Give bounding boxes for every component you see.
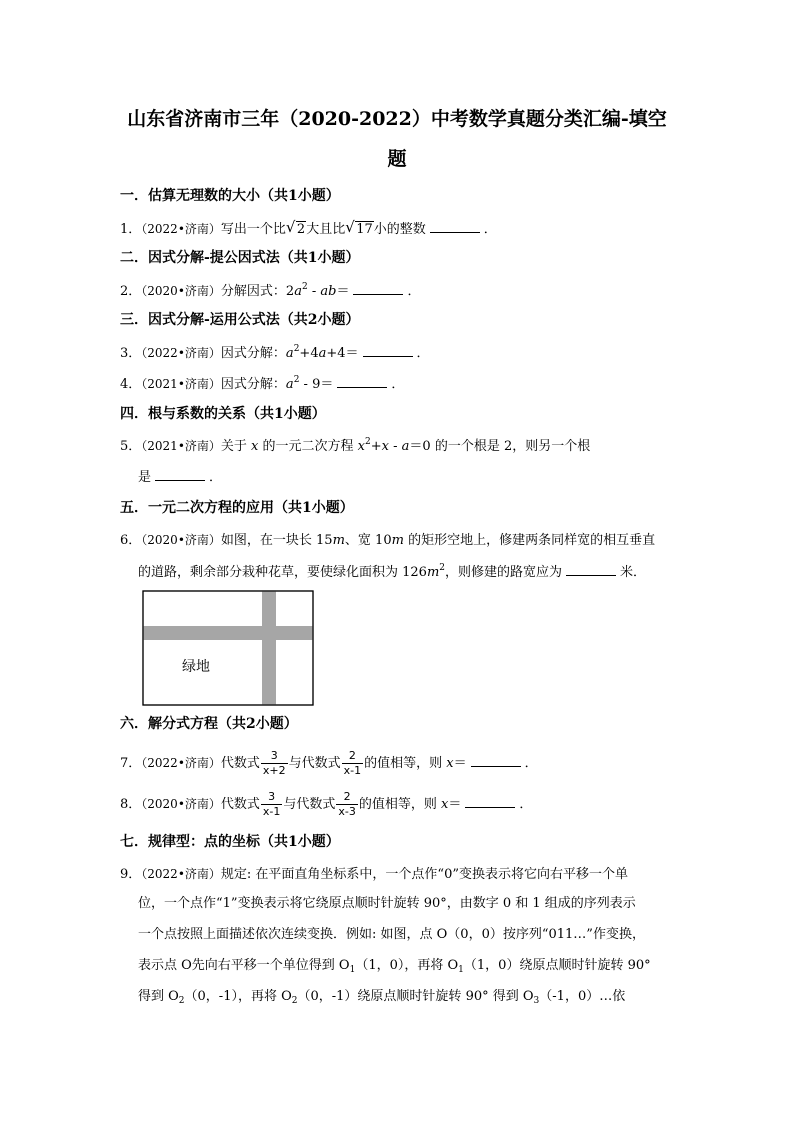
answer-blank	[353, 280, 403, 295]
fraction: $\frac{3}{x-1}$	[262, 790, 281, 818]
question-2: 2．（2020•济南）分解因式：$2a^2 - ab=$ ．	[120, 282, 421, 299]
section-heading-1: 一．估算无理数的大小（共1小题）	[120, 188, 340, 204]
question-3: 3．（2022•济南）因式分解：$a^2+4a+4=$ ．	[120, 344, 430, 361]
vertical-road	[262, 591, 276, 705]
document-title-line1: 山东省济南市三年（2020-2022）中考数学真题分类汇编-填空	[127, 108, 667, 130]
road-diagram-svg	[142, 590, 314, 706]
fraction: $\frac{2}{x-3}$	[338, 790, 356, 818]
question-9: 9．（2022•济南）规定: 在平面直角坐标系中，一个点作“0”变换表示将它向右平移一个单	[120, 867, 628, 882]
section-heading-4: 四．根与系数的关系（共1小题）	[120, 406, 326, 422]
answer-blank	[430, 218, 480, 233]
section-heading-3: 三．因式分解-运用公式法（共2小题）	[120, 312, 360, 328]
section-heading-7: 七．规律型：点的坐标（共1小题）	[120, 834, 340, 850]
answer-blank	[363, 342, 413, 357]
document-title-line2: 题	[387, 148, 407, 170]
question-9-line2: 位，一个点作“1”变换表示将它绕原点顺时针旋转 90°，由数字 0 和 1 组成的序列表示	[138, 896, 636, 911]
question-9-line3: 一个点按照上面描述依次连续变换．例如: 如图，点 O（0，0）按序列“011…”作变换，	[138, 927, 645, 942]
section-heading-6: 六．解分式方程（共2小题）	[120, 716, 298, 732]
question-6: 6．（2020•济南）如图，在一块长 15m、宽 10m 的矩形空地上，修建两条同样宽的相互垂直	[120, 533, 656, 548]
question-1: 1．（2022•济南）写出一个比 √ 2大且比 √ 17小的整数 ．	[120, 218, 497, 240]
section-heading-5: 五．一元二次方程的应用（共1小题）	[120, 500, 354, 516]
question-9-line5: 得到 $O_2(0$，-1），再将 $O_2(0$，-1）绕原点顺时针旋转 90° 得到 $O_3(-1$，0）…依	[138, 989, 626, 1006]
green-area-label: 绿地	[182, 659, 210, 675]
answer-blank	[471, 752, 521, 767]
sqrt-symbol: √ 2	[285, 218, 306, 237]
question-5-line2: 是 ．	[138, 466, 222, 488]
answer-blank	[566, 561, 616, 576]
question-8: 8．（2020•济南）代数式 $\frac{3}{x-1}$ 与代数式 $\frac{2}{x-3}$ 的值相等，则 x＝ ．	[120, 790, 533, 818]
question-7: 7．（2022•济南）代数式 $\frac{3}{x+2}$ 与代数式 $\frac{2}{x-1}$ 的值相等，则 x＝ ．	[120, 749, 538, 777]
sqrt-symbol: √ 17	[345, 218, 373, 237]
answer-blank	[465, 793, 515, 808]
section-heading-2: 二．因式分解-提公因式法（共1小题）	[120, 250, 360, 266]
question-4: 4．（2021•济南）因式分解：$a^2 - 9=$ ．	[120, 375, 405, 392]
question-9-line4: 表示点 O先向右平移一个单位得到 $O_1(1$，0），再将 $O_1(1$，0）绕原点顺时针旋转 90°	[138, 958, 651, 975]
answer-blank	[155, 466, 205, 481]
question-6-line2: 的道路，剩余部分栽种花草，要使绿化面积为 $126m^2$，则修建的路宽应为 米．	[138, 563, 647, 580]
question-5: 5．（2021•济南）关于 x 的一元二次方程 $x^2+x - a=0$ 的一个根是 2，则另一个根	[120, 437, 591, 454]
answer-blank	[337, 373, 387, 388]
field-rectangle	[143, 591, 313, 705]
horizontal-road	[143, 626, 313, 640]
fraction: $\frac{3}{x+2}$	[262, 749, 286, 777]
road-diagram	[142, 590, 314, 706]
fraction: $\frac{2}{x-1}$	[343, 749, 362, 777]
